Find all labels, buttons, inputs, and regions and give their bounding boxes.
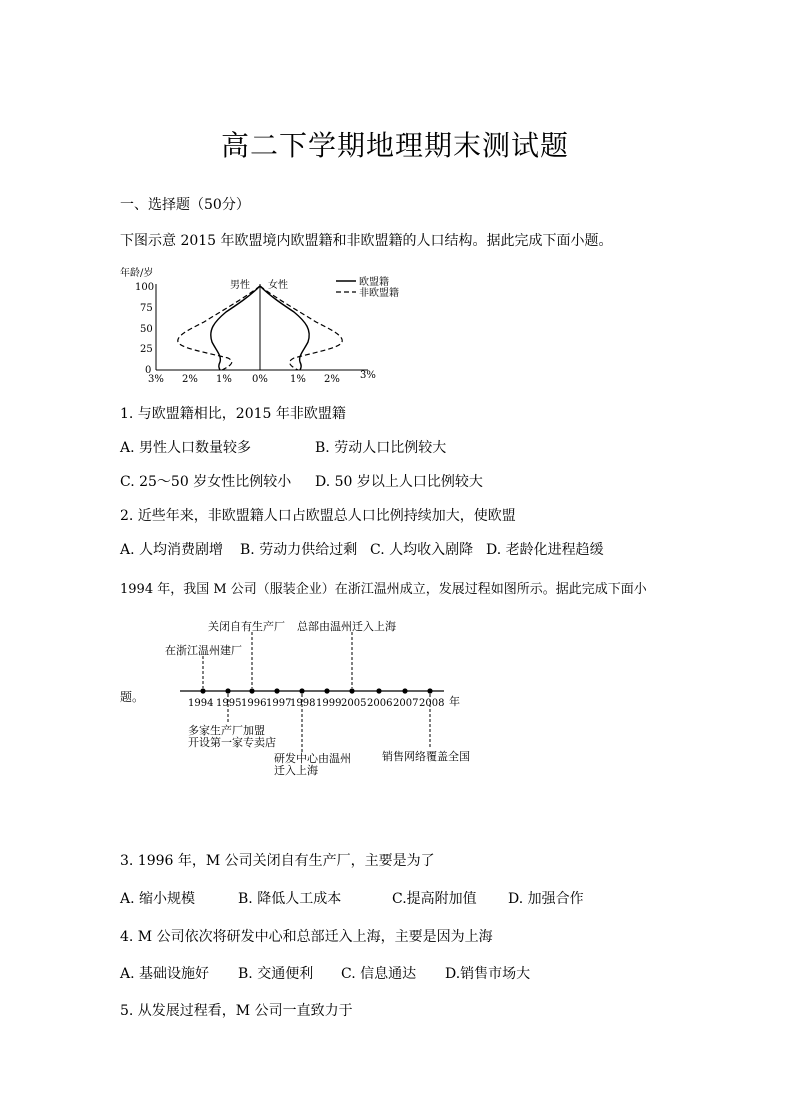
timeline-year: 2006 <box>367 698 393 709</box>
timeline-event-1998-line1: 研发中心由温州 <box>274 752 351 765</box>
pyramid-series-eu-male <box>211 286 260 370</box>
timeline-year: 1998 <box>290 698 316 709</box>
pyramid-xtick: 3% <box>360 370 376 381</box>
pyramid-xtick: 3% <box>148 374 164 385</box>
pyramid-xtick: 2% <box>324 374 340 385</box>
pyramid-series-noneu-female <box>260 286 342 370</box>
question-1-option-c: C. 25～50 岁女性比例较小 <box>120 474 292 490</box>
legend-noneu-label: 非欧盟籍 <box>359 288 399 299</box>
legend-eu-label: 欧盟籍 <box>359 277 389 288</box>
question-4-stem: 4. M 公司依次将研发中心和总部迁入上海，主要是因为上海 <box>120 929 493 945</box>
question-4-option-c: C. 信息通达 <box>341 966 417 982</box>
question-2-stem: 2. 近些年来，非欧盟籍人口占欧盟总人口比例持续加大，使欧盟 <box>120 508 516 524</box>
question-2-option-d: D. 老龄化进程趋缓 <box>486 542 604 558</box>
question-3-option-a: A. 缩小规模 <box>120 891 196 907</box>
timeline-dot-1998 <box>299 688 304 693</box>
question-1-option-b: B. 劳动人口比例较大 <box>315 440 447 456</box>
question-2-option-c: C. 人均收入剧降 <box>370 542 474 558</box>
question-1-option-a: A. 男性人口数量较多 <box>120 440 252 456</box>
pyramid-ytick-0: 0 <box>145 365 152 376</box>
pyramid-female-label: 女性 <box>268 280 288 291</box>
timeline-dot-2008 <box>427 688 432 693</box>
timeline-unit: 年 <box>449 695 460 708</box>
pyramid-xtick: 1% <box>216 374 232 385</box>
pyramid-series-noneu-male <box>178 286 260 370</box>
question-3-option-c: C.提高附加值 <box>392 891 477 907</box>
question-2-option-a: A. 人均消费剧增 <box>120 542 224 558</box>
pyramid-ytick-100: 100 <box>135 282 155 293</box>
question-3-option-d: D. 加强合作 <box>508 891 584 907</box>
pyramid-male-label: 男性 <box>230 280 250 291</box>
question-3-option-b: B. 降低人工成本 <box>238 891 342 907</box>
timeline-year: 2007 <box>393 698 419 709</box>
timeline-event-1998-line2: 迁入上海 <box>274 764 318 777</box>
timeline-dot-1997 <box>274 688 279 693</box>
question-1-option-d: D. 50 岁以上人口比例较大 <box>315 474 483 490</box>
timeline-dot-1995 <box>225 688 230 693</box>
question-2-option-b: B. 劳动力供给过剩 <box>240 542 358 558</box>
pyramid-ytick-75: 75 <box>140 303 153 314</box>
pyramid-xtick: 1% <box>290 374 306 385</box>
population-pyramid-chart <box>118 264 418 388</box>
pyramid-xtick: 0% <box>252 374 268 385</box>
timeline-year: 1994 <box>188 698 214 709</box>
timeline-event-2005: 总部由温州迁入上海 <box>297 620 396 633</box>
timeline-event-1995-line1: 多家生产厂加盟 <box>188 724 265 737</box>
question-1-stem: 1. 与欧盟籍相比，2015 年非欧盟籍 <box>120 406 346 422</box>
timeline-event-2008: 销售网络覆盖全国 <box>382 750 470 763</box>
pyramid-ytick-50: 50 <box>140 324 153 335</box>
question-4-option-d: D.销售市场大 <box>445 966 531 982</box>
timeline-dot-1994 <box>200 688 205 693</box>
question-4-option-b: B. 交通便利 <box>238 966 314 982</box>
pyramid-xtick: 2% <box>182 374 198 385</box>
timeline-dot-2005 <box>349 688 354 693</box>
timeline-year: 2005 <box>341 698 367 709</box>
intro-text-2-tail: 题。 <box>120 690 145 704</box>
timeline-dot-1999 <box>324 688 329 693</box>
pyramid-series-eu-female <box>260 286 309 370</box>
pyramid-ylabel: 年龄/岁 <box>120 268 154 279</box>
timeline-dot-2007 <box>402 688 407 693</box>
timeline-event-1995-line2: 开设第一家专卖店 <box>188 736 276 749</box>
timeline-year: 1997 <box>266 698 292 709</box>
intro-text-1: 下图示意 2015 年欧盟境内欧盟籍和非欧盟籍的人口结构。据此完成下面小题。 <box>120 233 613 249</box>
question-3-stem: 3. 1996 年，M 公司关闭自有生产厂，主要是为了 <box>120 853 435 869</box>
timeline-dot-2006 <box>376 688 381 693</box>
timeline-year: 1995 <box>216 698 242 709</box>
question-5-stem: 5. 从发展过程看，M 公司一直致力于 <box>120 1003 353 1019</box>
section-heading: 一、选择题（50分） <box>120 197 250 213</box>
timeline-year: 1999 <box>316 698 342 709</box>
page-title: 高二下学期地理期末测试题 <box>220 129 569 162</box>
timeline-year: 2008 <box>419 698 445 709</box>
company-timeline-diagram <box>160 614 490 780</box>
timeline-dot-1996 <box>249 688 254 693</box>
intro-text-2: 1994 年，我国 M 公司（服装企业）在浙江温州成立，发展过程如图所示。据此完成下面小 <box>120 582 647 597</box>
timeline-event-1994: 在浙江温州建厂 <box>165 644 242 657</box>
timeline-event-1996: 关闭自有生产厂 <box>208 620 285 633</box>
timeline-year: 1996 <box>241 698 267 709</box>
pyramid-ytick-25: 25 <box>140 344 153 355</box>
question-4-option-a: A. 基础设施好 <box>120 966 210 982</box>
